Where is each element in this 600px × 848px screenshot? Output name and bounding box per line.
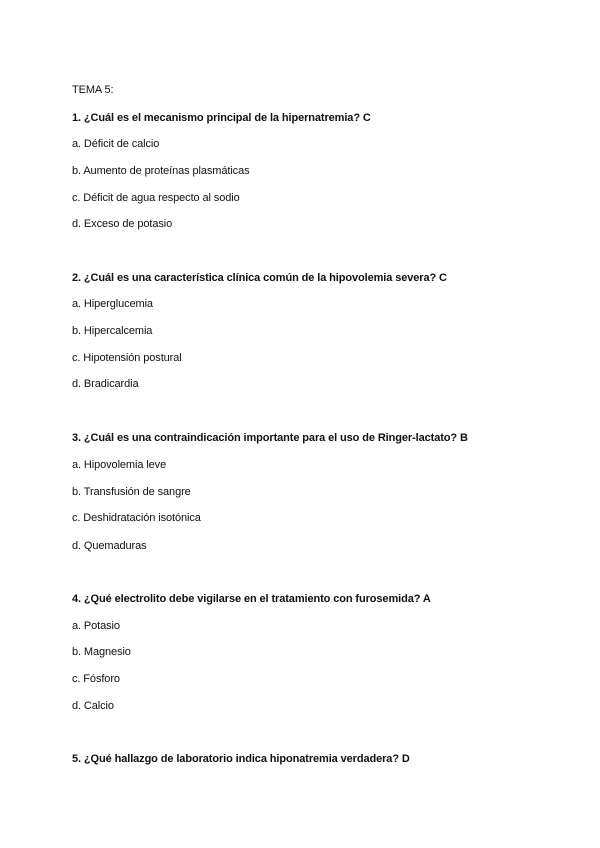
- question-1-option-a: a. Déficit de calcio: [72, 138, 160, 150]
- document-title: TEMA 5:: [72, 84, 114, 96]
- question-1: 1. ¿Cuál es el mecanismo principal de la hipernatremia? C: [72, 112, 371, 124]
- question-3-option-c: c. Deshidratación isotónica: [72, 512, 201, 524]
- question-2-option-c: c. Hipotensión postural: [72, 352, 182, 364]
- question-3: 3. ¿Cuál es una contraindicación importante para el uso de Ringer-lactato? B: [72, 432, 468, 444]
- question-2-option-a: a. Hiperglucemia: [72, 298, 153, 310]
- question-3-option-b: b. Transfusión de sangre: [72, 486, 191, 498]
- question-1-option-c: c. Déficit de agua respecto al sodio: [72, 192, 240, 204]
- question-1-option-d: d. Exceso de potasio: [72, 218, 173, 230]
- question-2: 2. ¿Cuál es una característica clínica común de la hipovolemia severa? C: [72, 272, 447, 284]
- question-3-option-a: a. Hipovolemia leve: [72, 459, 167, 471]
- question-2-option-b: b. Hipercalcemia: [72, 325, 153, 337]
- question-1-option-b: b. Aumento de proteínas plasmáticas: [72, 165, 250, 177]
- question-4-option-a: a. Potasio: [72, 620, 120, 632]
- question-2-option-d: d. Bradicardia: [72, 378, 139, 390]
- question-5: 5. ¿Qué hallazgo de laboratorio indica hiponatremia verdadera? D: [72, 753, 410, 765]
- question-4: 4. ¿Qué electrolito debe vigilarse en el tratamiento con furosemida? A: [72, 593, 431, 605]
- question-4-option-c: c. Fósforo: [72, 673, 120, 685]
- question-4-option-b: b. Magnesio: [72, 646, 131, 658]
- question-4-option-d: d. Calcio: [72, 700, 114, 712]
- question-3-option-d: d. Quemaduras: [72, 540, 147, 552]
